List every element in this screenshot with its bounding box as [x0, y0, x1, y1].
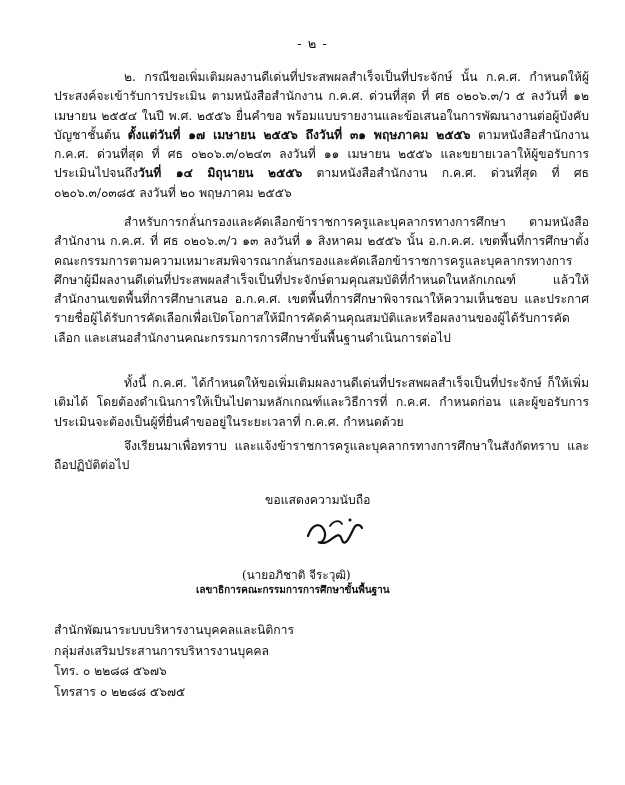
- paragraph-text: จึงเรียนมาเพื่อทราบ และแจ้งข้าราชการครูและบุคลากรทางการศึกษาในสังกัดทราบ และถือปฏิบัติต่อไป: [54, 439, 589, 473]
- bold-date-range: ตั้งแต่วันที่ ๑๗ เมษายน ๒๕๕๖ ถึงวันที่ ๓๑ พฤษภาคม ๒๕๕๖: [127, 127, 471, 142]
- paragraph-text: ตามหนังสือสำนักงาน ก.ค.ศ. ด่วนที่สุด ที่ ศธ ๐๒๐๖.๓/๐๒๔๓ ลงวันที่ ๑๑ เมษายน ๒๕๕๖ และขยายเวลาให้ผู้ขอรับการประเมินไปจนถึง: [54, 127, 589, 181]
- office-name: สำนักพัฒนาระบบบริหารงานบุคคลและนิติการ: [54, 623, 295, 637]
- paragraph-conclusion: [54, 437, 589, 476]
- paragraph-text: ทั้งนี้ ก.ค.ศ. ได้กำหนดให้ขอเพิ่มเติมผลงานดีเด่นที่ประสพผลสำเร็จเป็นที่ประจักษ์ ก็ให้เพิ่มเติมได้ โดยต้องดำเนินการให้เป็นไปตามหลักเกณฑ์และวิธีการที่ ก.ค.ศ. กำหนดก่อน และผู้ขอรับการประเมินจะต้องเป็นผู้ที่ยื่นคำขออยู่ในระยะเวลาที่ ก.ค.ศ. กำหนดด้วย: [54, 376, 589, 429]
- group-name: กลุ่มส่งเสริมประสานการบริหารงานบุคคล: [54, 643, 270, 658]
- contact-block: [54, 620, 294, 702]
- paragraph-text: ๒. กรณีขอเพิ่มเติมผลงานดีเด่นที่ประสพผลสำเร็จเป็นที่ประจักษ์ นั้น ก.ค.ศ. กำหนดให้ผู้ประสงค์จะเข้ารับการประเมิน ตามหนังสือสำนักงาน ก.ค.ศ. ด่วนที่สุด ที่ ศธ ๐๒๐๖.๓/ว ๕ ลงวันที่ ๑๒ เมษายน ๒๕๕๔ ในปี พ.ศ. ๒๕๕๖ ยื่นคำขอ พร้อมแบบรายงานและข้อเสนอในการพัฒนางานต่อผู้บังคับบัญชาชั้นต้น: [54, 70, 589, 142]
- fax-number: โทรสาร ๐ ๒๒๘๘ ๕๖๗๕: [54, 684, 186, 699]
- signer-title: เลขาธิการคณะกรรมการการศึกษาขั้นพื้นฐาน: [196, 585, 390, 596]
- paragraph-evaluation-period: [54, 68, 589, 203]
- paragraph-text: สำหรับการกลั่นกรองและคัดเลือกข้าราชการครูและบุคลากรทางการศึกษา ตามหนังสือสำนักงาน ก.ค.ศ. ที่ ศธ ๐๒๐๖.๓/ว ๑๓ ลงวันที่ ๑ สิงหาคม ๒๕๕๖ นั้น อ.ก.ค.ศ. เขตพื้นที่การศึกษาตั้งคณะกรรมการตามความเหมาะสมพิจารณากลั่นกรองและคัดเลือกข้าราชการครูและบุคลากรทางการศึกษาผู้มีผลงานดีเด่นที่ประสพผลสำเร็จเป็นที่ประจักษ์ตามคุณสมบัติที่กำหนดในหลักเกณฑ์ แล้วให้สำนักงานเขตพื้นที่การศึกษาเสนอ อ.ก.ค.ศ. เขตพื้นที่การศึกษาพิจารณาให้ความเห็นชอบ และประกาศรายชื่อผู้ได้รับการคัดเลือกเพื่อเปิดโอกาสให้มีการคัดค้านคุณสมบัติและหรือผลงานของผู้ได้รับการคัดเลือก และเสนอสำนักงานคณะกรรมการการศึกษาขั้นพื้นฐานดำเนินการต่อไป: [54, 215, 589, 345]
- paragraph-text: ตามหนังสือสำนักงาน ก.ค.ศ. ด่วนที่สุด ที่ ศธ ๐๒๐๖.๓/๐๓๘๕ ลงวันที่ ๒๐ พฤษภาคม ๒๕๕๖: [54, 166, 589, 200]
- bold-deadline: วันที่ ๑๔ มิถุนายน ๒๕๕๖: [138, 166, 303, 181]
- closing-salutation: ขอแสดงความนับถือ: [265, 493, 371, 507]
- phone-number: โทร. ๐ ๒๒๘๘ ๕๖๗๖: [54, 664, 167, 678]
- paragraph-conditions: [54, 374, 589, 432]
- paragraph-selection-process: [54, 213, 589, 348]
- signer-name: (นายอภิชาติ จีระวุฒิ): [242, 568, 351, 582]
- page-number: - ๒ -: [297, 37, 328, 52]
- signature-image: [290, 506, 380, 556]
